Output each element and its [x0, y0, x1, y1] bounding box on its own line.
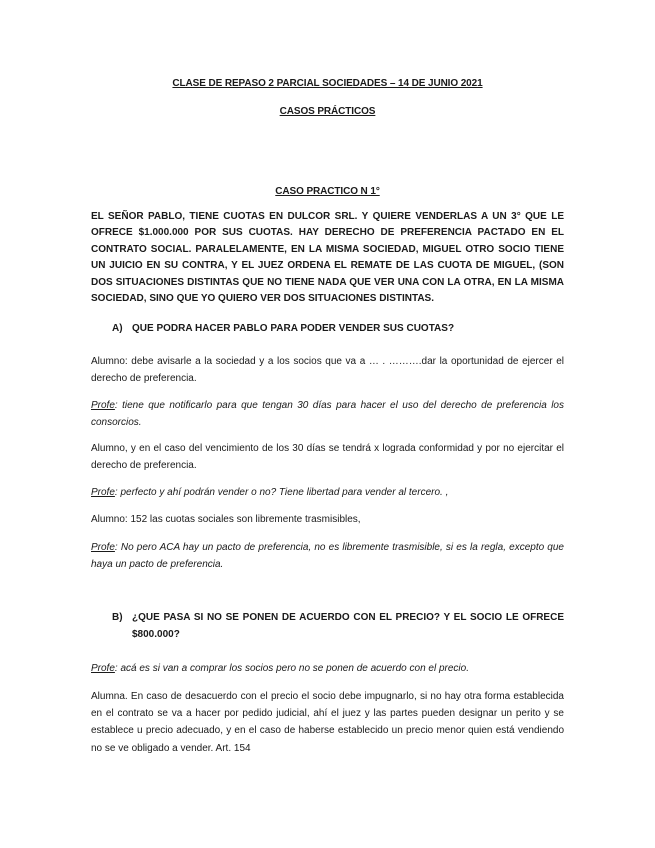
speaker-profe: Profe [91, 542, 115, 553]
speaker-profe: Profe [91, 400, 115, 411]
dialogue-a-0 [91, 354, 564, 387]
dialogue-a-2 [91, 441, 564, 474]
question-a [112, 321, 454, 338]
case-statement: EL SEÑOR PABLO, TIENE CUOTAS EN DULCOR SRL. Y QUIERE VENDERLAS A UN 3° QUE LE OFRECE $1.000.000 POR SUS CUOTAS. HAY DERECHO DE PREFERENCIA PACTADO EN EL CONTRATO SOCIAL. PARALELAMENTE, EN LA MISMA SOCIEDAD, MIGUEL OTRO SOCIO TIENE UN JUICIO EN SU CONTRA, Y EL JUEZ ORDENA EL REMATE DE LAS CUOTA DE MIGUEL, (SON DOS SITUACIONES DISTINTAS QUE NO TIENE NADA QUE VER UNA CON LA OTRA, EN LA MISMA SOCIEDAD, SINO QUE YO QUIERO VER DOS SITUACIONES DISTINTAS. [91, 211, 564, 305]
question-b-text: ¿QUE PASA SI NO SE PONEN DE ACUERDO CON EL PRECIO? Y EL SOCIO LE OFRECE $800.000? [132, 612, 564, 640]
dialogue-b-0 [91, 661, 564, 678]
dialogue-text: debe avisarle a la sociedad y a los socios que va a … . ……….dar la oportunidad de ejercer el derecho de preferencia. [91, 356, 564, 384]
dialogue-text: 152 las cuotas sociales son libremente trasmisibles, [127, 514, 361, 525]
speaker-alumno: Alumno: [91, 356, 128, 367]
speaker-alumno: Alumno: [91, 514, 128, 525]
dialogue-text: : tiene que notificarlo para que tengan 30 días para hacer el uso del derecho de preferencia los consorcios. [91, 400, 564, 428]
question-a-text: QUE PODRA HACER PABLO PARA PODER VENDER SUS CUOTAS? [132, 323, 455, 334]
question-b [112, 610, 564, 643]
case-title: CASO PRACTICO N 1° [275, 186, 380, 197]
dialogue-b-1 [91, 688, 564, 757]
speaker-profe: Profe [91, 487, 115, 498]
question-a-letter: A) [112, 323, 123, 334]
document-title: CLASE DE REPASO 2 PARCIAL SOCIEDADES – 14 DE JUNIO 2021 [172, 78, 483, 89]
dialogue-a-5 [91, 540, 564, 573]
dialogue-text: : perfecto y ahí podrán vender o no? Tiene libertad para vender al tercero. , [114, 487, 449, 498]
speaker-alumna: Alumna. [91, 691, 128, 702]
dialogue-text: : No pero ACA hay un pacto de preferencia, no es libremente trasmisible, si es la regla, excepto que haya un pacto de preferencia. [91, 542, 564, 570]
dialogue-text: y en el caso del vencimiento de los 30 días se tendrá x lograda conformidad y por no ejercitar el derecho de preferencia. [91, 443, 564, 471]
document-subtitle: CASOS PRÁCTICOS [279, 106, 376, 117]
dialogue-a-1 [91, 398, 564, 431]
dialogue-a-4 [91, 512, 564, 529]
speaker-profe: Profe [91, 663, 115, 674]
dialogue-text: En caso de desacuerdo con el precio el socio debe impugnarlo, si no hay otra forma establecida en el contrato se va a hacer por pedido judicial, ahí el juez y las partes pueden designar un perito y se establece u precio adecuado, y en el caso de haberse establecido un precio menor quien está vendiendo no se ve obligado a vender. Art. 154 [91, 691, 564, 754]
question-b-letter: B) [112, 612, 123, 623]
speaker-alumno: Alumno, [91, 443, 128, 454]
dialogue-a-3 [91, 485, 564, 502]
dialogue-text: : acá es si van a comprar los socios pero no se ponen de acuerdo con el precio. [114, 663, 469, 674]
